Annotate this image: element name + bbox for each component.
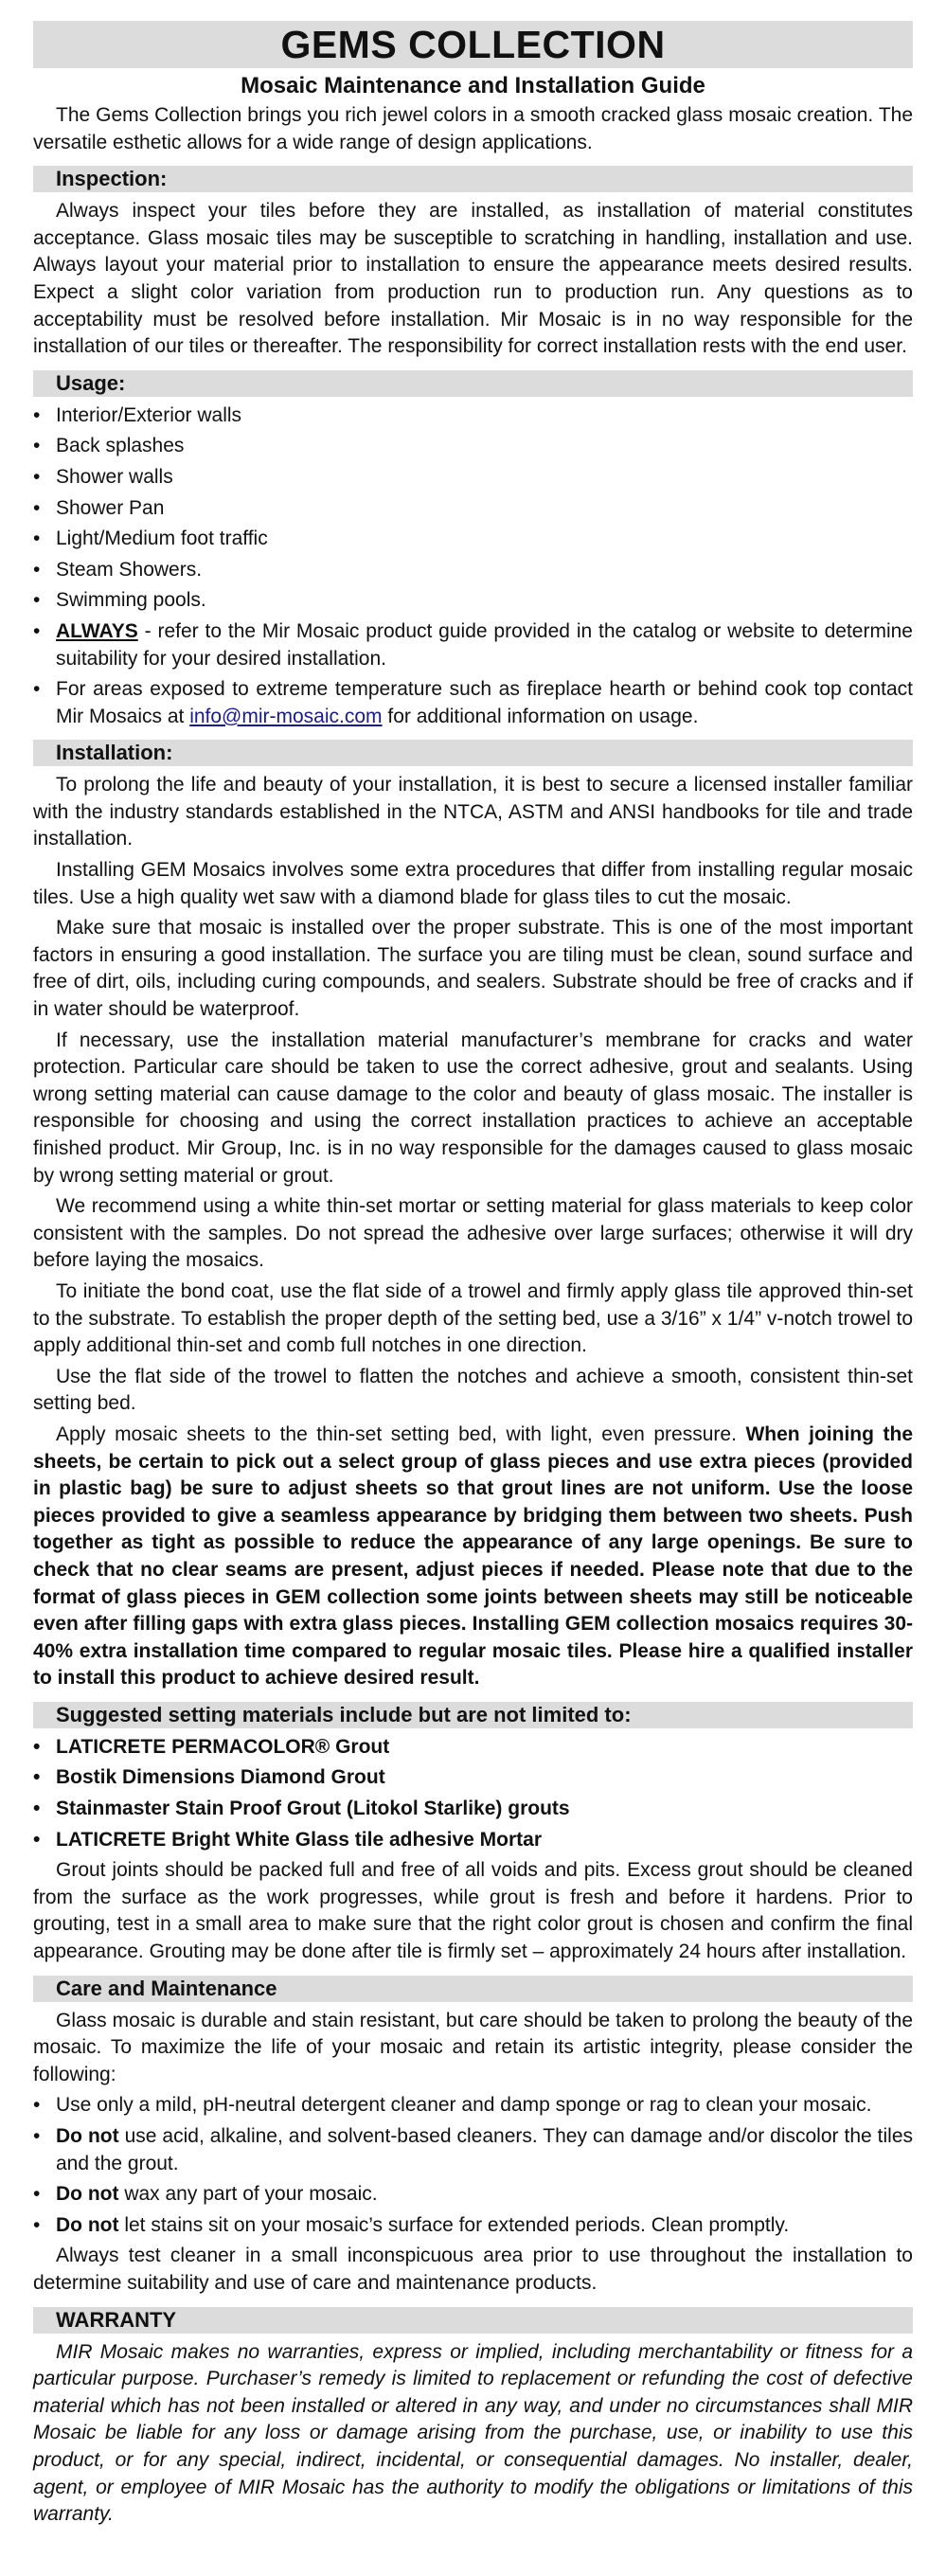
material-item-text: LATICRETE PERMACOLOR® Grout — [56, 1735, 390, 1758]
usage-item — [33, 495, 913, 523]
usage-item — [33, 402, 913, 430]
materials-list — [33, 1734, 913, 1853]
bullet-icon: • — [33, 465, 41, 488]
usage-item-text: Shower walls — [56, 465, 173, 488]
installation-paragraph-8 — [33, 1422, 913, 1692]
care-item-text: Use only a mild, pH-neutral detergent cleaner and damp sponge or rag to clean your mosaic. — [56, 2094, 872, 2117]
usage-item — [33, 433, 913, 460]
usage-item-text: Interior/Exterior walls — [56, 403, 242, 426]
material-item — [33, 1764, 913, 1792]
material-item — [33, 1734, 913, 1762]
warranty-heading: WARRANTY — [33, 2307, 913, 2334]
bullet-icon: • — [33, 589, 41, 612]
bullet-icon: • — [33, 1828, 41, 1851]
document-subtitle: Mosaic Maintenance and Installation Guide — [241, 73, 705, 98]
materials-heading: Suggested setting materials include but are not limited to: — [33, 1702, 913, 1728]
installation-p8-bold: When joining the sheets, be certain to pick out a select group of glass pieces and use extra pieces (provided in plastic bag) be sure to adjust sheets so that grout lines are not uniform. Use the loose pieces provided to give a seamless appearance by bridging them between two sheets. Push together as tight as possible to reduce the appearance of any large openings. Be sure to check that no clear seams are present, adjust pieces if needed. Please note that due to the format of glass pieces in GEM collection some joints between sheets may still be noticeable even after filling gaps with extra glass pieces. Installing GEM collection mosaics requires 30-40% extra installation time compared to regular mosaic tiles. Please hire a qualified installer to install this product to achieve desired result. — [33, 1422, 913, 1690]
bullet-icon: • — [33, 2213, 41, 2236]
installation-paragraph-5: We recommend using a white thin-set mortar or setting material for glass materials to keep color consistent with the samples. Do not spread the adhesive over large surfaces; otherwise it will dry before laying the mosaics. — [33, 1195, 913, 1272]
installation-paragraph-2: Installing GEM Mosaics involves some extra procedures that differ from installing regular mosaic tiles. Use a high quality wet saw with a diamond blade for glass tiles to cut the mosaic. — [33, 859, 913, 908]
installation-paragraph-3: Make sure that mosaic is installed over the proper substrate. This is one of the most important factors in ensuring a good installation. The surface you are tiling must be clean, sound surface and free of dirt, oils, including curing compounds, and sealers. Substrate should be free of cracks and if in water should be waterproof. — [33, 917, 913, 1021]
usage-item-extreme — [33, 676, 913, 730]
extreme-text-after: for additional information on usage. — [382, 705, 699, 727]
do-not-emphasis: Do not — [56, 2213, 119, 2236]
bullet-icon: • — [33, 2183, 41, 2206]
inspection-heading: Inspection: — [33, 166, 913, 192]
installation-heading: Installation: — [33, 740, 913, 766]
usage-item-text: Swimming pools. — [56, 589, 206, 612]
bullet-icon: • — [33, 403, 41, 426]
care-item — [33, 2092, 913, 2120]
material-item-text: LATICRETE Bright White Glass tile adhesive Mortar — [56, 1828, 543, 1851]
bullet-icon: • — [33, 2094, 41, 2117]
care-intro: Glass mosaic is durable and stain resistant, but care should be taken to prolong the beauty of the mosaic. To maximize the life of your mosaic and retain its artistic integrity, please consider the following: — [33, 2009, 913, 2085]
grout-paragraph: Grout joints should be packed full and free of all voids and pits. Excess grout should be cleaned from the surface as the work progresses, while grout is fresh and before it hardens. Prior to grouting, test in a small area to make sure that the right color grout is chosen and confirm the final appearance. Grouting may be done after tile is firmly set – approximately 24 hours after installation. — [33, 1859, 913, 1963]
bullet-icon: • — [33, 2125, 41, 2147]
usage-item-text: Steam Showers. — [56, 558, 203, 581]
email-link[interactable]: info@mir-mosaic.com — [189, 705, 383, 727]
material-item-text: Bostik Dimensions Diamond Grout — [56, 1766, 385, 1789]
usage-item — [33, 526, 913, 553]
installation-paragraph-7: Use the flat side of the trowel to flatten the notches and achieve a smooth, consistent thin-set setting bed. — [33, 1365, 913, 1415]
care-item-text: wax any part of your mosaic. — [118, 2183, 378, 2206]
material-item — [33, 1796, 913, 1823]
bullet-icon: • — [33, 435, 41, 457]
usage-item — [33, 587, 913, 615]
usage-item-text: Back splashes — [56, 435, 185, 457]
care-item — [33, 2181, 913, 2209]
bullet-icon: • — [33, 619, 41, 642]
usage-list — [33, 402, 913, 731]
usage-item-text: Shower Pan — [56, 496, 165, 519]
always-emphasis: ALWAYS — [56, 619, 138, 642]
do-not-emphasis: Do not — [56, 2183, 119, 2206]
always-text: - refer to the Mir Mosaic product guide provided in the catalog or website to determine suitability for your desired installation. — [56, 619, 913, 670]
installation-paragraph-4: If necessary, use the installation material manufacturer’s membrane for cracks and water protection. Particular care should be taken to use the correct adhesive, grout and sealants. Using wrong setting material can cause damage to the color and beauty of glass mosaic. The installer is responsible for choosing and using the correct installation practices to achieve an acceptable finished product. Mir Group, Inc. is in no way responsible for the damages caused to glass mosaic by wrong setting material or grout. — [33, 1029, 913, 1187]
usage-item — [33, 557, 913, 584]
bullet-icon: • — [33, 528, 41, 550]
bullet-icon: • — [33, 1735, 41, 1758]
care-item — [33, 2212, 913, 2240]
usage-item — [33, 464, 913, 492]
care-outro: Always test cleaner in a small inconspicuous area prior to use throughout the installation to determine suitability and use of care and maintenance products. — [33, 2245, 913, 2294]
bullet-icon: • — [33, 496, 41, 519]
usage-item-always — [33, 618, 913, 672]
bullet-icon: • — [33, 1798, 41, 1820]
bullet-icon: • — [33, 678, 41, 701]
intro-paragraph: The Gems Collection brings you rich jewel colors in a smooth cracked glass mosaic creation. The versatile esthetic allows for a wide range of design applications. — [33, 104, 913, 153]
installation-paragraph-1: To prolong the life and beauty of your installation, it is best to secure a licensed installer familiar with the industry standards established in the NTCA, ASTM and ANSI handbooks for tile and trade installation. — [33, 774, 913, 850]
inspection-paragraph: Always inspect your tiles before they are installed, as installation of material constitutes acceptance. Glass mosaic tiles may be susceptible to scratching in handling, installation and use. Always layout your material prior to installation to ensure the appearance meets desired results. Expect a slight color variation from production run to production run. Any questions as to acceptability must be resolved before installation. Mir Mosaic is in no way responsible for the installation of our tiles or thereafter. The responsibility for correct installation rests with the end user. — [33, 200, 913, 358]
bullet-icon: • — [33, 1766, 41, 1789]
care-list — [33, 2092, 913, 2239]
document-title: GEMS COLLECTION — [33, 21, 913, 68]
care-item — [33, 2123, 913, 2177]
usage-item-text: Light/Medium foot traffic — [56, 528, 268, 550]
usage-heading: Usage: — [33, 370, 913, 397]
care-item-text: let stains sit on your mosaic’s surface for extended periods. Clean promptly. — [118, 2213, 790, 2236]
material-item-text: Stainmaster Stain Proof Grout (Litokol Starlike) grouts — [56, 1798, 570, 1820]
installation-p8-normal: Apply mosaic sheets to the thin-set setting bed, with light, even pressure. — [56, 1422, 746, 1445]
extreme-text-before: For areas exposed to extreme temperature such as fireplace hearth or behind cook top contact Mir Mosaics at — [56, 678, 913, 727]
warranty-paragraph: MIR Mosaic makes no warranties, express or implied, including merchantability or fitness for a particular purpose. Purchaser’s remedy is limited to replacement or refunding the cost of defective material which has not been installed or altered in any way, and under no circumstances shall MIR Mosaic be liable for any loss or damage arising from the purchase, use, or inability to use this product, or for any special, indirect, incidental, or consequential damages. No installer, dealer, agent, or employee of MIR Mosaic has the authority to modify the obligations or limitations of this warranty. — [33, 2340, 913, 2526]
care-heading: Care and Maintenance — [33, 1976, 913, 2002]
installation-paragraph-6: To initiate the bond coat, use the flat side of a trowel and firmly apply glass tile approved thin-set to the substrate. To establish the proper depth of the setting bed, use a 3/16” x 1/4” v-notch trowel to apply additional thin-set and comb full notches in one direction. — [33, 1279, 913, 1357]
care-item-text: use acid, alkaline, and solvent-based cleaners. They can damage and/or discolor the tiles and the grout. — [56, 2125, 914, 2174]
bullet-icon: • — [33, 558, 41, 581]
do-not-emphasis: Do not — [56, 2125, 119, 2147]
material-item — [33, 1827, 913, 1854]
